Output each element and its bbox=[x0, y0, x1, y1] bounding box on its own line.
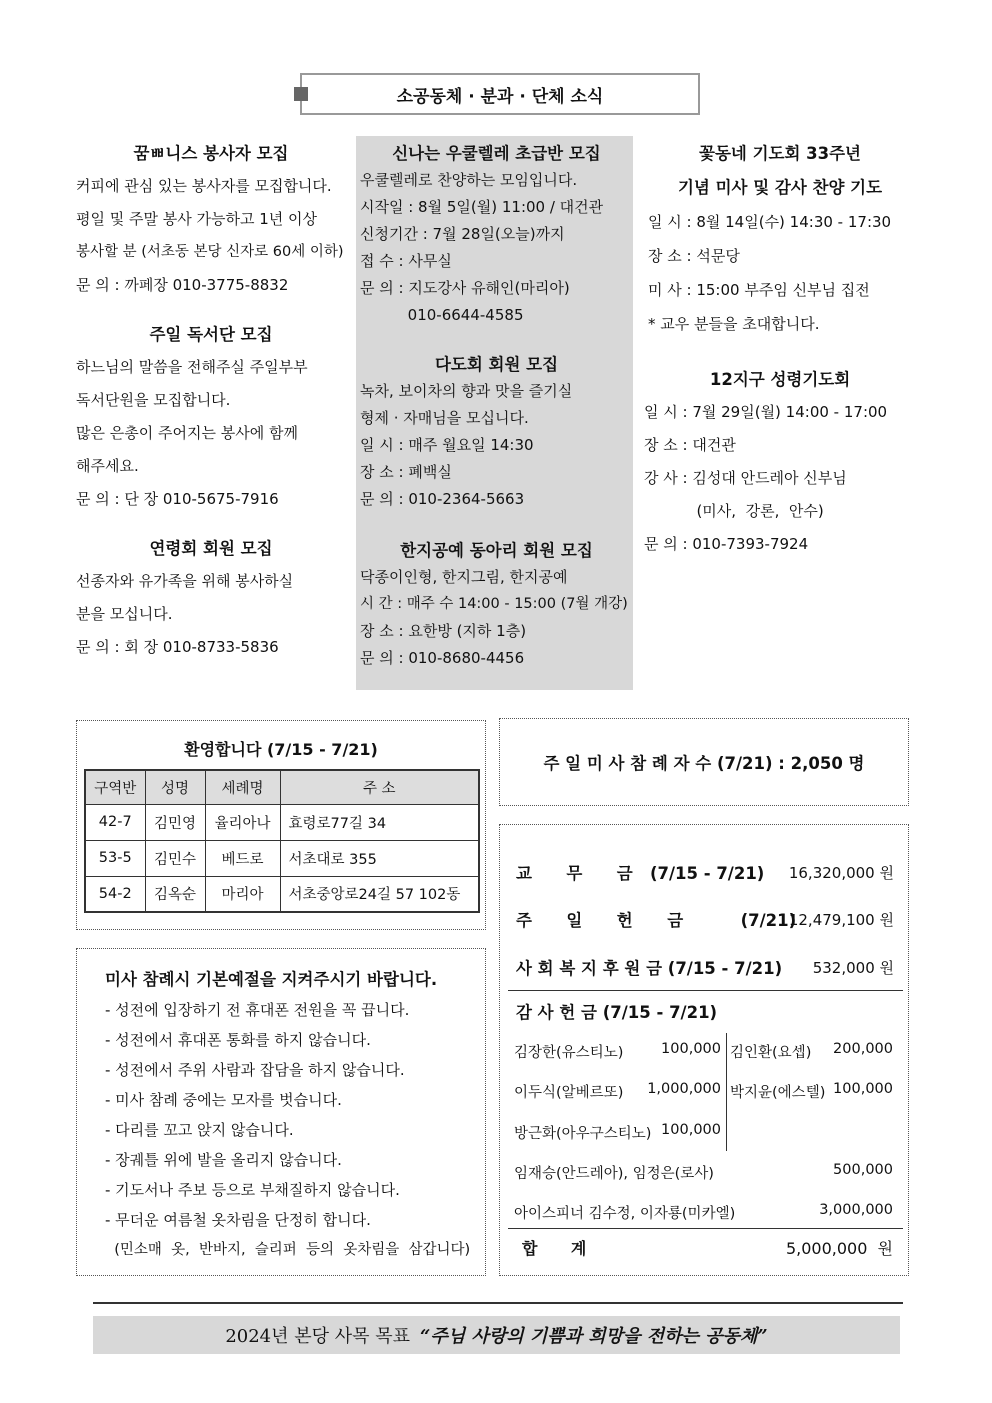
notice-contact: 문 의 : 까페장 010-3775-8832 bbox=[76, 276, 289, 294]
title-marker bbox=[294, 87, 308, 101]
section-title-box bbox=[300, 73, 700, 115]
notice-line: 해주세요. bbox=[76, 457, 139, 475]
notice-readers bbox=[76, 318, 346, 516]
cell-address: 효령로77길 34 bbox=[280, 804, 479, 840]
notice-line: 장 소 : 석문당 bbox=[648, 247, 740, 265]
offering-amount: 532,000 원 bbox=[812, 958, 894, 977]
notice-title: 주일 독서단 모집 bbox=[149, 325, 273, 344]
notice-line: 장 소 : 대건관 bbox=[644, 436, 736, 454]
offering-label: 사 회 복 지 후 원 금 (7/15 - 7/21) bbox=[516, 959, 783, 978]
offering-row-welfare bbox=[516, 947, 894, 987]
notice-title: 꽃동네 기도회 33주년 bbox=[699, 144, 861, 163]
notice-cafe bbox=[76, 137, 346, 302]
donor-amount: 100,000 bbox=[661, 1122, 721, 1138]
notice-title: 꿈ㅃ니스 봉사자 모집 bbox=[133, 144, 289, 163]
notice-contact: 문 의 : 010-7393-7924 bbox=[644, 535, 809, 553]
table-row bbox=[85, 804, 479, 840]
etiquette-item: - 다리를 꼬고 앉지 않습니다. bbox=[105, 1121, 294, 1139]
donor-name: 방근화(아우구스티노) bbox=[514, 1126, 652, 1142]
donor-amount: 500,000 bbox=[833, 1162, 893, 1178]
notice-line: 시 간 : 매주 수 14:00 - 15:00 (7월 개강) bbox=[360, 596, 628, 612]
notice-line: 문 의 : 지도강사 유해인(마리아) bbox=[360, 279, 570, 297]
table-header-row bbox=[85, 770, 479, 804]
notice-title: 연령회 회원 모집 bbox=[149, 539, 273, 558]
notice-contact: 010-6644-4585 bbox=[360, 306, 524, 324]
notice-line: 일 시 : 7월 29일(월) 14:00 - 17:00 bbox=[644, 403, 888, 421]
notice-line: 일 시 : 매주 월요일 14:30 bbox=[360, 436, 534, 454]
cell-district: 42-7 bbox=[85, 804, 145, 840]
notice-line: 커피에 관심 있는 봉사자를 모집합니다. bbox=[76, 177, 332, 195]
notice-title: 신나는 우쿨렐레 초급반 모집 bbox=[392, 144, 601, 163]
donor-name: 아이스피너 김수정, 이자룡(미카엘) bbox=[514, 1206, 736, 1222]
attendance-count: 주 일 미 사 참 례 자 수 (7/21) : 2,050 명 bbox=[543, 754, 865, 773]
notice-line: 일 시 : 8월 14일(수) 14:30 - 17:30 bbox=[648, 213, 892, 231]
thanks-title: 감 사 헌 금 (7/15 - 7/21) bbox=[516, 1003, 718, 1022]
column-1 bbox=[76, 137, 346, 664]
column-2 bbox=[356, 136, 633, 690]
welcome-title: 환영합니다 (7/15 - 7/21) bbox=[184, 740, 378, 759]
divider bbox=[508, 990, 903, 991]
notice-contact: 문 의 : 회 장 010-8733-5836 bbox=[76, 638, 279, 656]
notice-line: 봉사할 분 (서초동 본당 신자로 60세 이하) bbox=[76, 244, 344, 260]
etiquette-item: - 장궤틀 위에 발을 올리지 않습니다. bbox=[105, 1151, 342, 1169]
donor-name: 이두식(알베르또) bbox=[514, 1085, 624, 1101]
offering-amount: 16,320,000 원 bbox=[788, 863, 894, 882]
etiquette-item: - 기도서나 주보 등으로 부채질하지 않습니다. bbox=[105, 1181, 400, 1199]
cell-district: 53-5 bbox=[85, 840, 145, 876]
notice-line: 미 사 : 15:00 부주임 신부님 집전 bbox=[648, 281, 870, 299]
offering-row-sunday bbox=[516, 899, 894, 939]
etiquette-item: - 성전에서 주위 사람과 잡담을 하지 않습니다. bbox=[105, 1061, 405, 1079]
etiquette-item: - 미사 참례 중에는 모자를 벗습니다. bbox=[105, 1091, 342, 1109]
col-header-baptismal-name: 세례명 bbox=[205, 770, 280, 804]
col-header-district: 구역반 bbox=[85, 770, 145, 804]
notice-line: 분을 모십니다. bbox=[76, 605, 173, 623]
notice-contact: 문 의 : 010-2364-5663 bbox=[360, 490, 525, 508]
notice-title: 12지구 성령기도회 bbox=[709, 370, 851, 389]
donor-name: 박지윤(에스텔) bbox=[730, 1085, 826, 1101]
notice-line: (미사, 강론, 안수) bbox=[644, 502, 824, 520]
notice-hanji bbox=[360, 537, 633, 672]
notice-contact: 문 의 : 단 장 010-5675-7916 bbox=[76, 490, 279, 508]
notice-line: 하느님의 말씀을 전해주실 주일부부 bbox=[76, 358, 308, 376]
offering-row-dues bbox=[516, 852, 894, 892]
donor-amount: 100,000 bbox=[833, 1081, 893, 1097]
column-separator bbox=[726, 1033, 727, 1151]
offering-label: 교 무 금 (7/15 - 7/21) bbox=[516, 864, 765, 883]
notice-kkottongnae bbox=[640, 137, 920, 341]
attendance-box bbox=[499, 718, 909, 806]
donor-name: 임재승(안드레아), 임정은(로사) bbox=[514, 1166, 714, 1182]
donor-amount: 100,000 bbox=[661, 1041, 721, 1057]
offerings-box bbox=[499, 824, 909, 1276]
donor-amount: 200,000 bbox=[833, 1041, 893, 1057]
notice-line: * 교우 분들을 초대합니다. bbox=[648, 315, 820, 333]
welcome-table bbox=[84, 769, 480, 913]
notice-subtitle: 기념 미사 및 감사 찬양 기도 bbox=[677, 178, 883, 197]
notice-holy-spirit bbox=[640, 363, 920, 561]
table-row bbox=[85, 840, 479, 876]
footer-prefix: 2024년 본당 사목 목표 bbox=[225, 1326, 411, 1347]
welcome-box bbox=[76, 720, 486, 930]
offering-amount: 12,479,100 원 bbox=[788, 910, 894, 929]
notice-line: 강 사 : 김성대 안드레아 신부님 bbox=[644, 469, 847, 487]
cell-baptismal-name: 마리아 bbox=[205, 876, 280, 912]
cell-baptismal-name: 율리아나 bbox=[205, 804, 280, 840]
notice-funeral bbox=[76, 532, 346, 664]
notice-line: 선종자와 유가족을 위해 봉사하실 bbox=[76, 572, 294, 590]
notice-line: 접 수 : 사무실 bbox=[360, 252, 452, 270]
etiquette-item: - 성전에서 휴대폰 통화를 하지 않습니다. bbox=[105, 1031, 371, 1049]
cell-name: 김민수 bbox=[145, 840, 205, 876]
cell-baptismal-name: 베드로 bbox=[205, 840, 280, 876]
etiquette-note: (민소매 옷, 반바지, 슬리퍼 등의 옷차림을 삼갑니다) bbox=[105, 1242, 471, 1258]
column-3 bbox=[640, 137, 920, 561]
footer-rule bbox=[93, 1302, 903, 1304]
notice-line: 장 소 : 요한방 (지하 1층) bbox=[360, 622, 527, 640]
etiquette-title: 미사 참례시 기본예절을 지켜주시기 바랍니다. bbox=[105, 970, 438, 989]
etiquette-box bbox=[76, 948, 486, 1276]
notice-line: 우쿨렐레로 찬양하는 모임입니다. bbox=[360, 171, 578, 189]
notice-line: 형제 · 자매님을 모십니다. bbox=[360, 409, 529, 427]
footer-motto: “주님 사랑의 기쁨과 희망을 전하는 공동체” bbox=[420, 1326, 768, 1347]
notice-line: 시작일 : 8월 5일(월) 11:00 / 대건관 bbox=[360, 198, 604, 216]
donor-name: 김인환(요셉) bbox=[730, 1045, 812, 1061]
section-title: 소공동체 · 분과 · 단체 소식 bbox=[396, 86, 604, 107]
notice-line: 닥종이인형, 한지그림, 한지공예 bbox=[360, 568, 568, 586]
cell-name: 김민영 bbox=[145, 804, 205, 840]
cell-district: 54-2 bbox=[85, 876, 145, 912]
total-amount: 5,000,000 원 bbox=[785, 1239, 893, 1258]
notice-title: 한지공예 동아리 회원 모집 bbox=[400, 541, 593, 560]
notice-line: 장 소 : 폐백실 bbox=[360, 463, 452, 481]
offering-label: 주 일 헌 금 (7/21) bbox=[516, 911, 797, 930]
notice-ukulele bbox=[360, 140, 633, 329]
notice-tea bbox=[360, 351, 633, 513]
notice-line: 많은 은총이 주어지는 봉사에 함께 bbox=[76, 424, 298, 442]
notice-title: 다도회 회원 모집 bbox=[434, 355, 559, 374]
col-header-name: 성명 bbox=[145, 770, 205, 804]
footer-banner bbox=[93, 1316, 900, 1354]
donor-name: 김장한(유스티노) bbox=[514, 1045, 624, 1061]
col-header-address: 주 소 bbox=[280, 770, 479, 804]
cell-address: 서초대로 355 bbox=[280, 840, 479, 876]
donor-amount: 3,000,000 bbox=[819, 1202, 893, 1218]
notice-line: 신청기간 : 7월 28일(오늘)까지 bbox=[360, 225, 565, 243]
notice-line: 녹차, 보이차의 향과 맛을 즐기실 bbox=[360, 382, 573, 400]
donor-amount: 1,000,000 bbox=[647, 1081, 721, 1097]
cell-address: 서초중앙로24길 57 102동 bbox=[280, 876, 479, 912]
cell-name: 김옥순 bbox=[145, 876, 205, 912]
total-label: 합 계 bbox=[522, 1239, 587, 1258]
notice-line: 평일 및 주말 봉사 가능하고 1년 이상 bbox=[76, 210, 318, 228]
notice-contact: 문 의 : 010-8680-4456 bbox=[360, 649, 525, 667]
table-row bbox=[85, 876, 479, 912]
etiquette-item: - 무더운 여름철 옷차림을 단정히 합니다. bbox=[105, 1211, 371, 1229]
divider bbox=[508, 1228, 903, 1229]
etiquette-item: - 성전에 입장하기 전 휴대폰 전원을 꼭 끕니다. bbox=[105, 1001, 410, 1019]
notice-line: 독서단원을 모집합니다. bbox=[76, 391, 231, 409]
